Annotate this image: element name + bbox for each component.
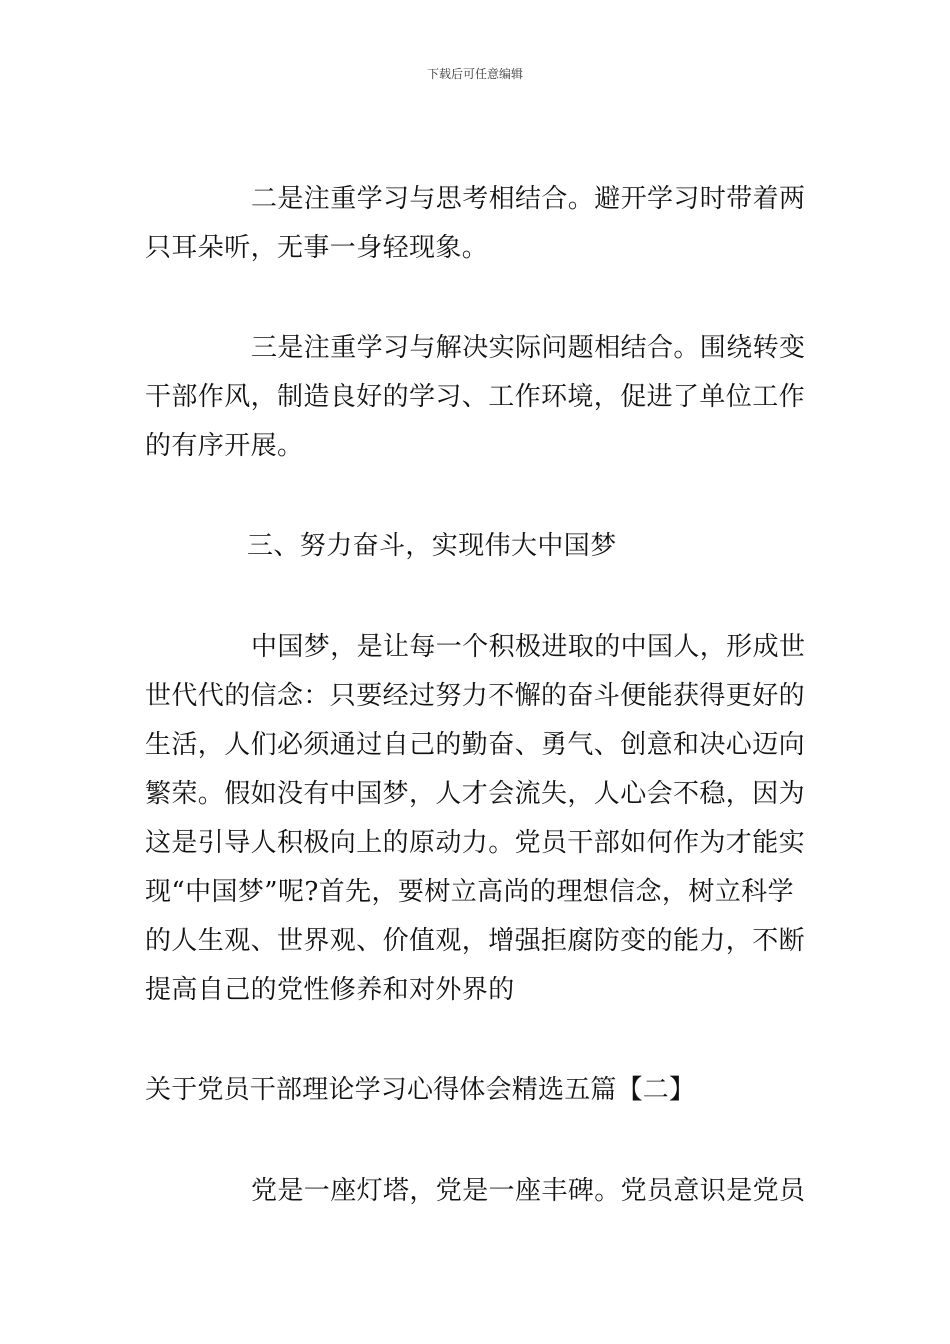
paragraph-text: 三是注重学习与解决实际问题相结合。围绕转变干部作风，制造良好的学习、工作环境，促进了单位工作的有序开展。 (145, 333, 806, 461)
article-title: 关于党员干部理论学习心得体会精选五篇【二】 (145, 1075, 696, 1105)
paragraph-text: 中国梦，是让每一个积极进取的中国人，形成世世代代的信念：只要经过努力不懈的奋斗便能获得更好的生活，人们必须通过自己的勤奋、勇气、创意和决心迈向繁荣。假如没有中国梦，人才会流失，人心会不稳，因为这是引导人积极向上的原动力。党员干部如何作为才能实现“中国梦”呢?首先，要树立高尚的理想信念，树立科学的人生观、世界观、价值观，增强拒腐防变的能力，不断提高自己的党性修养和对外界的 (145, 632, 806, 1005)
document-body (145, 175, 810, 1216)
paragraph-party-lighthouse (145, 1167, 810, 1216)
paragraph-study-thinking (145, 175, 810, 273)
paragraph-text: 二是注重学习与思考相结合。避开学习时带着两只耳朵听，无事一身轻现象。 (145, 184, 806, 263)
header-note: 下载后可任意编辑 (426, 67, 523, 81)
paragraph-study-problems (145, 324, 810, 471)
paragraph-text: 党是一座灯塔，党是一座丰碑。党员意识是党员 (251, 1176, 806, 1206)
section-heading: 三、努力奋斗，实现伟大中国梦 (247, 531, 617, 561)
paragraph-china-dream (145, 623, 810, 1015)
